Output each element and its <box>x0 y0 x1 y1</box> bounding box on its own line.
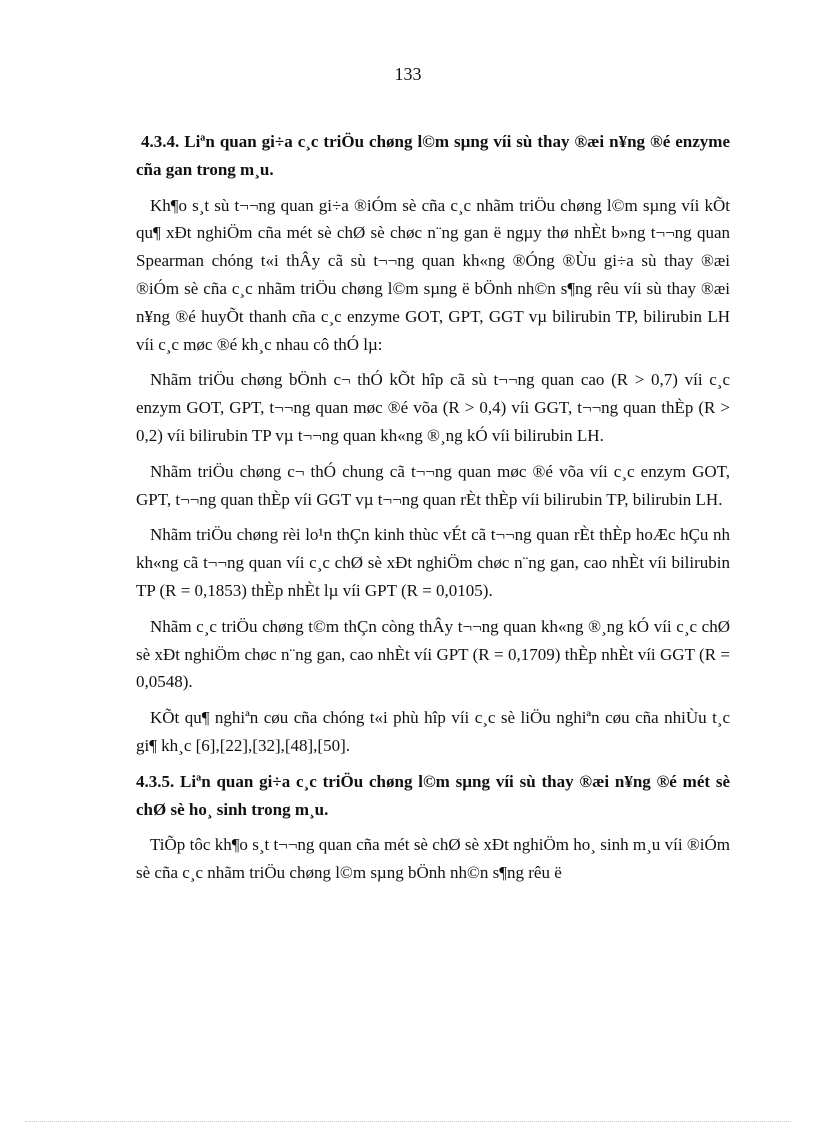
page-number: 133 <box>394 64 422 84</box>
paragraph: Nhãm triÖu chøng c¬ thÓ chung cã t¬¬ng quan møc ®é võa víi c¸c enzym GOT, GPT, t¬¬ng quan thÈp víi GGT vµ t¬¬ng quan rÈt thÈp víi bilirubin TP, bilirubin LH. <box>136 461 730 509</box>
paragraph: KÕt qu¶ nghiªn cøu cña chóng t«i phù hîp víi c¸c sè liÖu nghiªn cøu cña nhiÙu t¸c gi¶ kh¸c [6],[22],[32],[48],[50]. <box>136 708 730 755</box>
paragraph: Kh¶o s¸t sù t¬¬ng quan gi÷a ®iÓm sè cña c¸c nhãm triÖu chøng l©m sµng víi kÕt qu¶ xÐt nghiÖm cña mét sè chØ sè chøc n¨ng gan ë ngµy thø nhÈt b»ng t¬¬ng quan Spearman chóng t«i thÂy cã sù t¬¬ng quan kh«ng ®Óng ®Ùu gi÷a sù thay ®æi ®iÓm sè cña c¸c nhãm triÖu chøng l©m sµng ë bÖnh nh©n s¶ng rêu víi sù thay ®æi n¥ng ®é huyÕt thanh cña c¸c enzyme GOT, GPT, GGT vµ bilirubin TP, bilirubin LH víi c¸c møc ®é kh¸c nhau cô thÓ lµ: <box>136 195 730 354</box>
paragraph: Nhãm triÖu chøng rèi lo¹n thÇn kinh thùc vÉt cã t¬¬ng quan rÈt thÈp hoÆc hÇu nh kh«ng cã t¬¬ng quan víi c¸c chØ sè xÐt nghiÖm chøc n¨ng gan, cao nhÈt víi bilirubin TP (R = 0,1853) thÈp nhÈt lµ víi GPT (R = 0,0105). <box>136 525 730 600</box>
page-body <box>136 128 730 895</box>
page-bottom-divider <box>25 1121 791 1122</box>
section-heading-4-3-4: 4.3.4. Liªn quan gi÷a c¸c triÖu chøng l©m sµng víi sù thay ®æi n¥ng ®é enzyme cña gan trong m¸u. <box>136 132 730 179</box>
paragraph: Nhãm c¸c triÖu chøng t©m thÇn còng thÂy t¬¬ng quan kh«ng ®¸ng kÓ víi c¸c chØ sè xÐt nghiÖm chøc n¨ng gan, cao nhÈt víi GPT (R = 0,1709) thÈp nhÈt víi GGT (R = 0,0548). <box>136 616 730 692</box>
paragraph: TiÕp tôc kh¶o s¸t t¬¬ng quan cña mét sè chØ sè xÐt nghiÖm ho¸ sinh m¸u víi ®iÓm sè cña c¸c nhãm triÖu chøng l©m sµng bÖnh nh©n s¶ng rêu ë <box>136 835 730 883</box>
section-heading-4-3-5: 4.3.5. Liªn quan gi÷a c¸c triÖu chøng l©m sµng víi sù thay ®æi n¥ng ®é mét sè chØ sè ho¸ sinh trong m¸u. <box>136 771 730 819</box>
paragraph: Nhãm triÖu chøng bÖnh c¬ thÓ kÕt hîp cã sù t¬¬ng quan cao (R > 0,7) víi c¸c enzym GOT, GPT, t¬¬ng quan møc ®é võa (R > 0,4) víi GGT, t¬¬ng quan thÈp (R > 0,2) víi bilirubin TP vµ t¬¬ng quan kh«ng ®¸ng kÓ víi bilirubin LH. <box>136 370 730 445</box>
